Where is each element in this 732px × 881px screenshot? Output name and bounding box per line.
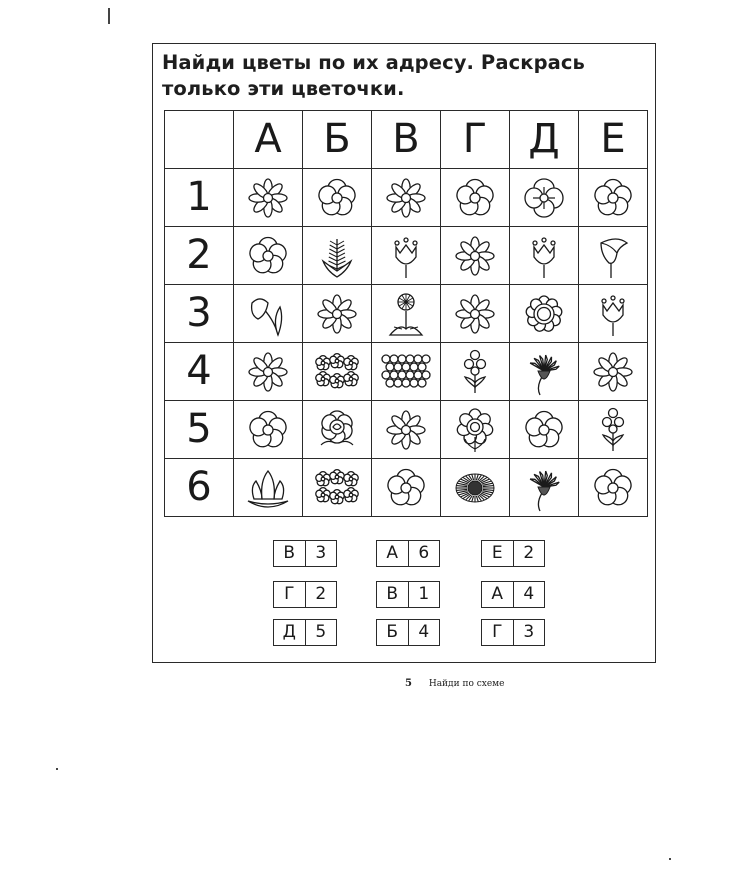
row-header — [165, 169, 234, 227]
daisy-icon — [445, 231, 505, 281]
round-flower-icon — [238, 231, 298, 281]
column-header-label: Г — [462, 116, 488, 162]
flower-cluster-icon — [307, 463, 367, 513]
scan-mark — [108, 8, 110, 24]
daisy-icon — [238, 347, 298, 397]
grid-row — [165, 343, 648, 401]
stem-flower-icon — [445, 347, 505, 397]
answer-column-letter: Д — [274, 620, 306, 645]
answer-row-number: 4 — [418, 622, 430, 642]
answer-column-letter: Е — [482, 541, 514, 566]
column-header — [441, 111, 510, 169]
stem-flower-icon — [583, 405, 643, 455]
cornflower-icon — [514, 347, 574, 397]
flower-cell[interactable] — [441, 343, 510, 401]
scan-speck — [56, 768, 58, 770]
flower-heap-icon — [376, 347, 436, 397]
flower-cell[interactable] — [510, 401, 579, 459]
sprout-icon — [307, 231, 367, 281]
answer-column-letter: Б — [377, 620, 409, 645]
scalloped-flower-icon — [514, 289, 574, 339]
flower-cell[interactable] — [372, 459, 441, 517]
footer-caption: Найди по схеме — [428, 679, 505, 689]
grid-row — [165, 227, 648, 285]
column-header — [303, 111, 372, 169]
flower-cell[interactable] — [303, 227, 372, 285]
row-header — [165, 459, 234, 517]
answer-row-number: 1 — [418, 584, 430, 604]
flower-cell[interactable] — [441, 227, 510, 285]
answer-row-number: 2 — [315, 584, 327, 604]
answer-address-box — [481, 540, 545, 567]
flower-cell[interactable] — [234, 227, 303, 285]
flower-cell[interactable] — [372, 227, 441, 285]
page-number: 5 — [405, 678, 412, 689]
answer-row-number: 2 — [523, 543, 535, 563]
row-header-label: 5 — [186, 406, 212, 452]
flower-cell[interactable] — [303, 285, 372, 343]
flower-cell[interactable] — [579, 285, 648, 343]
flower-cell[interactable] — [372, 343, 441, 401]
flower-cell[interactable] — [441, 285, 510, 343]
flower-cell[interactable] — [441, 169, 510, 227]
ringed-flower-icon — [445, 405, 505, 455]
answer-column-letter: А — [377, 541, 409, 566]
flower-cell[interactable] — [441, 401, 510, 459]
round-flower-icon — [583, 463, 643, 513]
scan-speck — [669, 858, 671, 860]
daisy-icon — [238, 173, 298, 223]
round-flower-icon — [583, 173, 643, 223]
answer-row-number: 3 — [315, 543, 327, 563]
flower-cell[interactable] — [579, 401, 648, 459]
column-header — [372, 111, 441, 169]
answer-address-box — [273, 619, 337, 646]
row-header-label: 3 — [186, 290, 212, 336]
grid-row — [165, 285, 648, 343]
column-header-label: Е — [600, 116, 626, 162]
answer-row-number: 5 — [315, 622, 327, 642]
column-header-label: В — [392, 116, 420, 162]
answer-column-letter: А — [482, 582, 514, 607]
answer-address-box — [376, 540, 440, 567]
grid-row — [165, 459, 648, 517]
flower-cell[interactable] — [234, 401, 303, 459]
column-header-row — [165, 111, 648, 169]
rose-icon — [307, 405, 367, 455]
flower-cell[interactable] — [234, 169, 303, 227]
column-header — [234, 111, 303, 169]
answer-address-box — [273, 540, 337, 567]
answer-address-box — [376, 581, 440, 608]
flower-cell[interactable] — [441, 459, 510, 517]
round-flower-icon — [445, 173, 505, 223]
flower-cell[interactable] — [234, 459, 303, 517]
lotus-icon — [238, 463, 298, 513]
tulip-icon — [514, 231, 574, 281]
flower-cell[interactable] — [234, 285, 303, 343]
answer-column-letter: Г — [274, 582, 306, 607]
row-header-label: 6 — [186, 464, 212, 510]
flower-cell[interactable] — [372, 285, 441, 343]
column-header-label: Б — [323, 116, 351, 162]
answer-address-box — [376, 619, 440, 646]
page-footer — [405, 678, 505, 689]
row-header-label: 4 — [186, 348, 212, 394]
daisy-icon — [307, 289, 367, 339]
round-flower-icon — [376, 463, 436, 513]
flower-cell[interactable] — [234, 343, 303, 401]
row-header-label: 2 — [186, 232, 212, 278]
flower-cell[interactable] — [510, 227, 579, 285]
round-flower-icon — [238, 405, 298, 455]
answer-row-number: 3 — [523, 622, 535, 642]
answer-column-letter: Г — [482, 620, 514, 645]
flower-cell[interactable] — [303, 343, 372, 401]
calla-icon — [583, 231, 643, 281]
daisy-icon — [376, 405, 436, 455]
flower-cell[interactable] — [510, 459, 579, 517]
answer-address-box — [273, 581, 337, 608]
flower-cell[interactable] — [579, 343, 648, 401]
flower-cell[interactable] — [372, 169, 441, 227]
grid-row — [165, 401, 648, 459]
answer-column-letter: В — [274, 541, 306, 566]
answer-address-box — [481, 619, 545, 646]
cornflower-icon — [514, 463, 574, 513]
tulip-icon — [583, 289, 643, 339]
row-header — [165, 285, 234, 343]
flower-cluster-icon — [307, 347, 367, 397]
flower-cell[interactable] — [372, 401, 441, 459]
flower-cell[interactable] — [510, 285, 579, 343]
round-flower-icon — [514, 405, 574, 455]
row-header-label: 1 — [186, 174, 212, 220]
flower-cell[interactable] — [579, 169, 648, 227]
row-header — [165, 401, 234, 459]
grid-row — [165, 169, 648, 227]
flower-cell[interactable] — [510, 343, 579, 401]
answer-key — [273, 540, 563, 650]
aster-icon — [445, 463, 505, 513]
flower-cell[interactable] — [303, 169, 372, 227]
row-header — [165, 227, 234, 285]
flower-cell[interactable] — [303, 459, 372, 517]
bluebell-icon — [238, 289, 298, 339]
answer-address-box — [481, 581, 545, 608]
dandelion-icon — [376, 289, 436, 339]
column-header-label: А — [254, 116, 282, 162]
flower-cell[interactable] — [579, 227, 648, 285]
cross-flower-icon — [514, 173, 574, 223]
column-header — [510, 111, 579, 169]
flower-grid — [164, 110, 648, 517]
row-header — [165, 343, 234, 401]
flower-cell[interactable] — [510, 169, 579, 227]
daisy-icon — [583, 347, 643, 397]
tulip-icon — [376, 231, 436, 281]
daisy-icon — [376, 173, 436, 223]
answer-row-number: 6 — [418, 543, 430, 563]
answer-row-number: 4 — [523, 584, 535, 604]
column-header-label: Д — [528, 116, 560, 162]
flower-cell[interactable] — [579, 459, 648, 517]
round-flower-icon — [307, 173, 367, 223]
page-title: Найди цветы по их адресу. Раскрась только эти цветочки. — [162, 51, 585, 100]
grid-corner — [165, 111, 234, 169]
flower-cell[interactable] — [303, 401, 372, 459]
column-header — [579, 111, 648, 169]
answer-column-letter: В — [377, 582, 409, 607]
daisy-icon — [445, 289, 505, 339]
